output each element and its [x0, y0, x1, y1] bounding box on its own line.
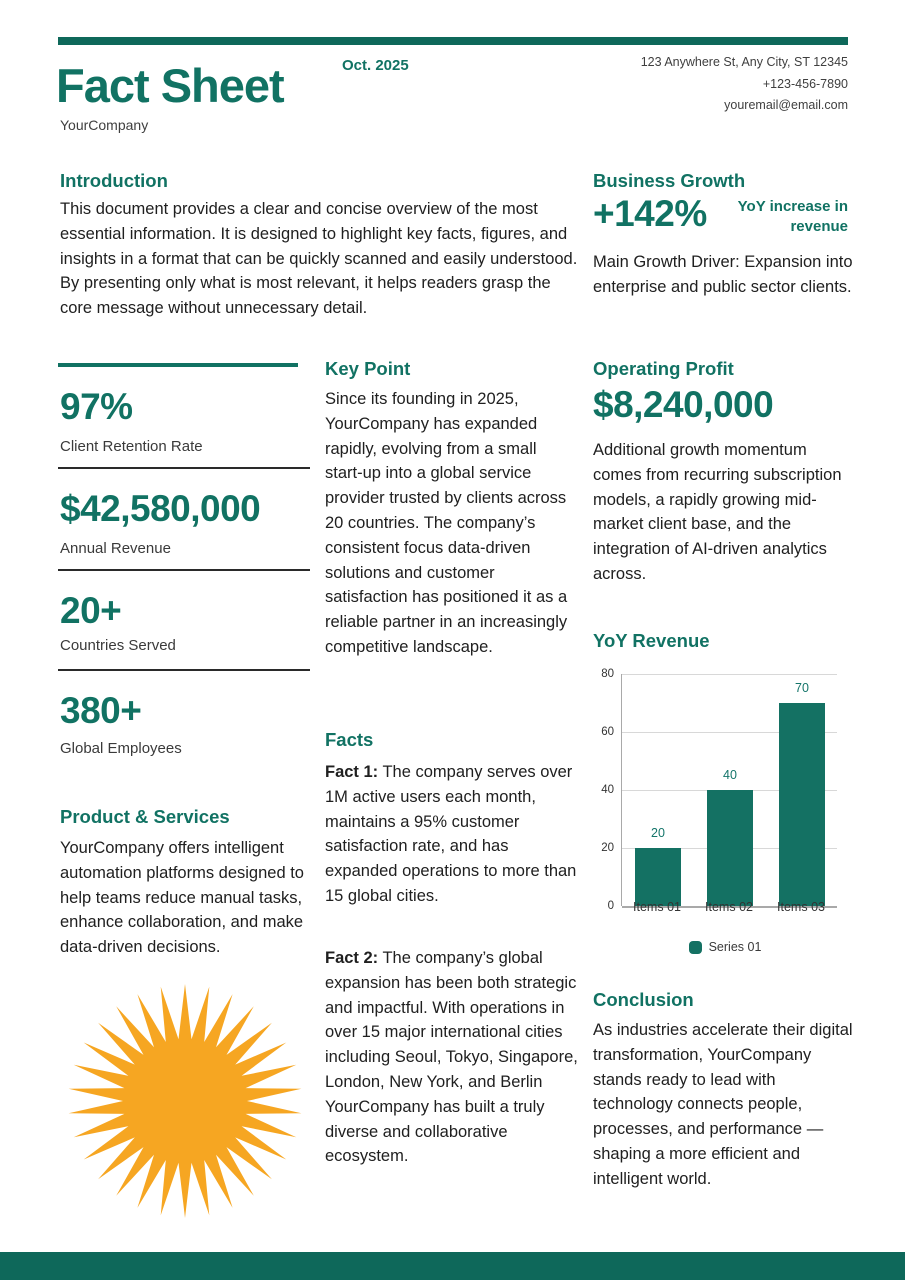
- y-axis-tick-label: 80: [601, 668, 614, 680]
- product-services-body: YourCompany offers intelligent automation platforms designed to help teams reduce manual tasks, enhance collaboration, and make data-driven decisions.: [60, 839, 304, 957]
- operating-profit-heading: Operating Profit: [593, 358, 734, 379]
- key-point-body: Since its founding in 2025, YourCompany has expanded rapidly, evolving from a small start-up into a global service provider trusted by clients across 20 countries. The company’s consistent focus data-driven solutions and customer satisfaction has positioned it as a reliable partner in an increasingly competitive landscape.: [325, 390, 568, 656]
- facts-heading: Facts: [325, 729, 374, 750]
- stats-divider: [58, 669, 310, 671]
- operating-profit-body: Additional growth momentum comes from recurring subscription models, a rapidly growing mid-market client base, and the integration of AI-driven analytics across.: [593, 441, 842, 583]
- contact-address: 123 Anywhere St, Any City, ST 12345: [640, 55, 848, 69]
- stat-value: $42,580,000: [60, 488, 261, 529]
- y-axis-tick-label: 20: [601, 842, 614, 854]
- conclusion-body: As industries accelerate their digital transformation, YourCompany stands ready to lead with technology connects people, processes, and performance — shaping a more efficient and intelligent world.: [593, 1021, 853, 1188]
- chart-bar: [635, 848, 681, 906]
- y-axis-tick-label: 60: [601, 726, 614, 738]
- chart-title: YoY Revenue: [593, 630, 710, 651]
- key-point-heading: Key Point: [325, 358, 411, 379]
- contact-phone: +123-456-7890: [762, 76, 848, 91]
- introduction-heading: Introduction: [60, 170, 168, 191]
- stat-value: 380+: [60, 690, 142, 731]
- page-title: Fact Sheet: [56, 59, 284, 112]
- stats-accent-rule: [58, 363, 298, 367]
- business-growth-stat: +142%: [593, 193, 707, 234]
- stat-label: Countries Served: [60, 637, 176, 654]
- legend-series-label: Series 01: [708, 940, 762, 954]
- yoy-revenue-chart: [595, 660, 855, 970]
- x-axis-category-label: Items 01: [633, 900, 681, 914]
- stat-label: Client Retention Rate: [60, 438, 203, 455]
- x-axis-category-label: Items 02: [705, 900, 753, 914]
- chart-gridline: [622, 674, 837, 675]
- bar-value-label: 70: [795, 681, 809, 695]
- fact-1: [325, 760, 579, 909]
- sun-starburst-icon: [65, 981, 305, 1221]
- fact-1-label: Fact 1:: [325, 763, 379, 781]
- fact-2-text: The company’s global expansion has been both strategic and impactful. With operations in over 15 major international cities including Seoul, Tokyo, Singapore, London, New York, and Berlin YourCompany has built a truly diverse and collaborative ecosystem.: [325, 949, 578, 1166]
- document-date: Oct. 2025: [342, 57, 409, 74]
- fact-2: [325, 946, 579, 1169]
- top-accent-bar: [58, 37, 848, 45]
- bar-value-label: 20: [651, 826, 665, 840]
- chart-bar: [779, 703, 825, 906]
- stat-label: Global Employees: [60, 740, 182, 757]
- chart-bar: [707, 790, 753, 906]
- fact-2-label: Fact 2:: [325, 949, 379, 967]
- contact-block: [641, 52, 848, 117]
- fact-1-text: The company serves over 1M active users each month, maintains a 95% customer satisfaction rate, and has expanded operations to more than 15 global cities.: [325, 763, 577, 905]
- y-axis-tick-label: 40: [601, 784, 614, 796]
- operating-profit-stat: $8,240,000: [593, 384, 774, 425]
- business-growth-caption: YoY increase in revenue: [737, 198, 848, 235]
- stat-label: Annual Revenue: [60, 540, 171, 557]
- stat-value: 97%: [60, 386, 133, 427]
- chart-legend: [595, 940, 855, 954]
- company-name: YourCompany: [60, 117, 149, 133]
- stat-value: 20+: [60, 590, 122, 631]
- y-axis-tick-label: 0: [607, 900, 614, 912]
- bar-value-label: 40: [723, 768, 737, 782]
- business-growth-heading: Business Growth: [593, 170, 746, 191]
- sun-starburst-shape: [69, 984, 302, 1218]
- contact-email: youremail@email.com: [724, 98, 848, 112]
- stats-divider: [58, 467, 310, 469]
- conclusion-heading: Conclusion: [593, 989, 694, 1010]
- x-axis-category-label: Items 03: [777, 900, 825, 914]
- business-growth-body: Main Growth Driver: Expansion into enterprise and public sector clients.: [593, 253, 853, 296]
- introduction-body: This document provides a clear and concise overview of the most essential information. It is designed to highlight key facts, figures, and insights in a format that can be quickly scanned and easily understood. By presenting only what is most relevant, it helps readers grasp the core message without unnecessary detail.: [60, 200, 578, 318]
- legend-swatch: [689, 941, 702, 954]
- product-services-heading: Product & Services: [60, 806, 230, 827]
- bottom-accent-bar: [0, 1252, 905, 1280]
- stats-divider: [58, 569, 310, 571]
